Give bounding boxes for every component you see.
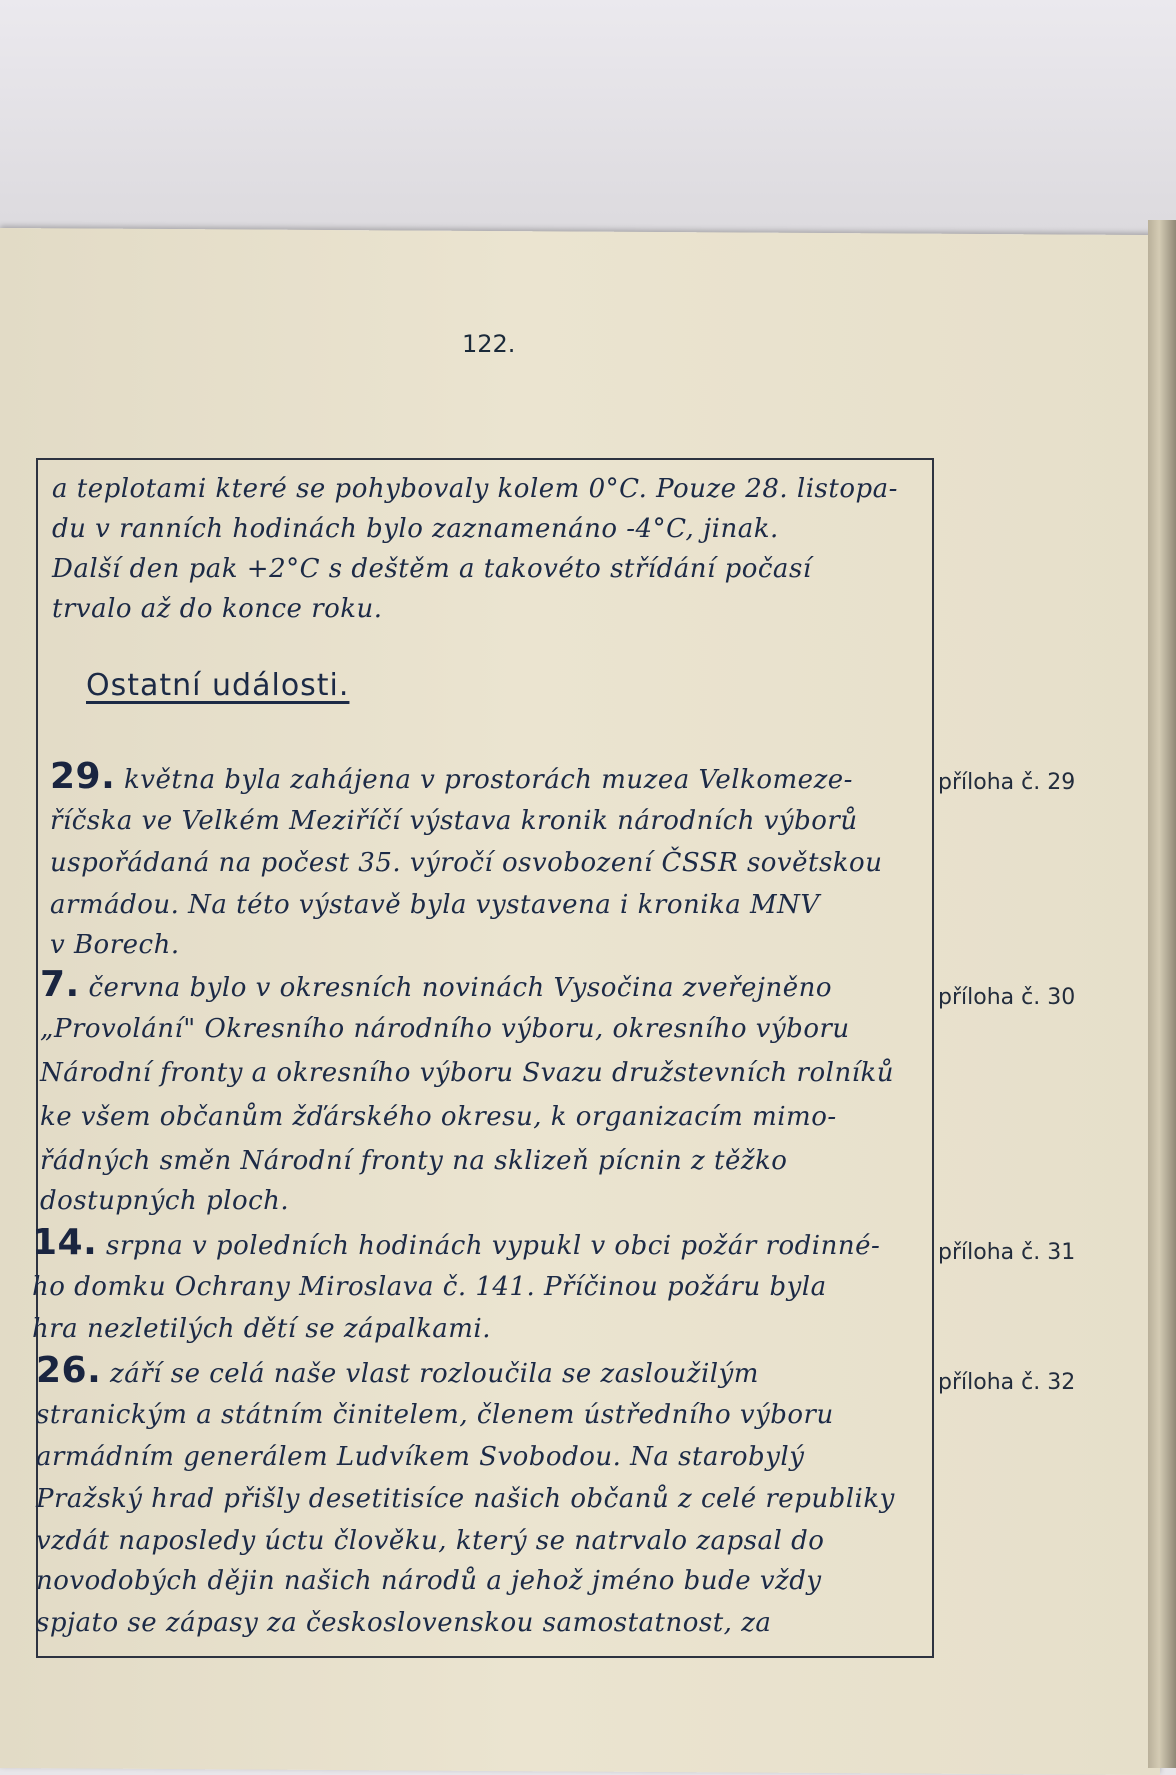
intro-line: trvalo až do konce roku.: [52, 594, 383, 624]
background-top: [0, 0, 1176, 235]
entry-29: [50, 756, 930, 960]
page-number: 122.: [462, 330, 516, 358]
entry-line: spjato se zápasy za československou samostatnost, za: [36, 1608, 772, 1638]
entry-14: [32, 1222, 932, 1342]
entry-line: stranickým a státním činitelem, členem ústředního výboru: [36, 1400, 834, 1430]
entry-line: v Borech.: [50, 930, 180, 960]
annex-note: příloha č. 30: [938, 985, 1076, 1010]
entry-line: říčska ve Velkém Meziříčí výstava kronik národních výborů: [50, 806, 858, 836]
entry-date: 29.: [50, 756, 116, 797]
intro-line: du v ranních hodinách bylo zaznamenáno -4°C, jinak.: [52, 514, 779, 544]
entry-date: 26.: [36, 1350, 102, 1391]
intro-paragraph: [52, 474, 932, 634]
entry-line: srpna v poledních hodinách vypukl v obci požár rodinné-: [106, 1231, 881, 1261]
intro-line: Další den pak +2°C s deštěm a takovéto střídání počasí: [52, 554, 812, 584]
entry-line: řádných směn Národní fronty na sklizeň pícnin z těžko: [40, 1146, 788, 1176]
entry-line: uspořádaná na počest 35. výročí osvobození ČSSR sovětskou: [50, 848, 883, 878]
entry-line: září se celá naše vlast rozloučila se zasloužilým: [110, 1359, 759, 1389]
entry-line: armádou. Na této výstavě byla vystavena i kronika MNV: [50, 890, 820, 920]
annex-note: příloha č. 31: [938, 1240, 1076, 1265]
entry-line: dostupných ploch.: [40, 1186, 290, 1216]
entry-line: Národní fronty a okresního výboru Svazu družstevních rolníků: [40, 1058, 895, 1088]
annex-note: příloha č. 32: [938, 1370, 1076, 1395]
annex-note: příloha č. 29: [938, 770, 1076, 795]
entry-line: ho domku Ochrany Miroslava č. 141. Příčinou požáru byla: [32, 1272, 827, 1302]
entry-line: května byla zahájena v prostorách muzea Velkomeze-: [124, 765, 853, 795]
entry-date: 7.: [40, 964, 80, 1005]
entry-line: Pražský hrad přišly desetitisíce našich občanů z celé republiky: [36, 1484, 895, 1514]
page-stack-edge: [1148, 220, 1176, 1768]
intro-line: a teplotami které se pohybovaly kolem 0°C. Pouze 28. listopa-: [52, 474, 898, 504]
entry-line: „Provolání" Okresního národního výboru, okresního výboru: [40, 1014, 850, 1044]
entry-7: [40, 964, 930, 1216]
section-heading: Ostatní události.: [86, 668, 350, 703]
entry-line: armádním generálem Ludvíkem Svobodou. Na starobylý: [36, 1442, 805, 1472]
entry-26: [36, 1350, 936, 1650]
entry-line: hra nezletilých dětí se zápalkami.: [32, 1314, 492, 1344]
entry-line: června bylo v okresních novinách Vysočina zveřejněno: [88, 973, 832, 1003]
entry-line: ke všem občanům žďárského okresu, k organizacím mimo-: [40, 1102, 837, 1132]
entry-date: 14.: [32, 1222, 98, 1263]
entry-line: novodobých dějin našich národů a jehož jméno bude vždy: [36, 1566, 822, 1596]
entry-line: vzdát naposledy úctu člověku, který se natrvalo zapsal do: [36, 1526, 825, 1556]
